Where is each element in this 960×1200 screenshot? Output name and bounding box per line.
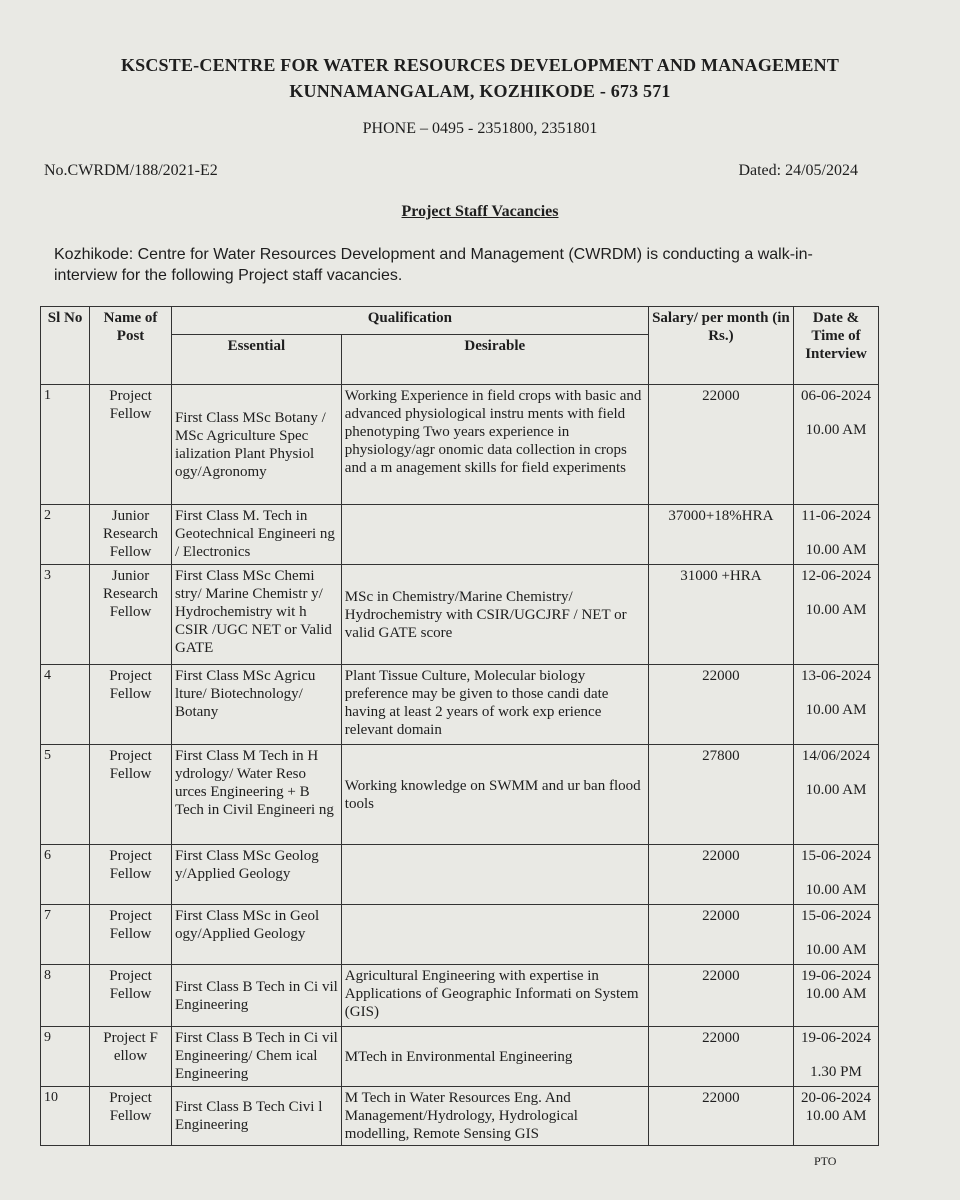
post-cell: Junior Research Fellow xyxy=(90,505,172,565)
date-cell xyxy=(794,1087,879,1146)
salary-cell: 22000 xyxy=(648,385,793,505)
interview-date: 20-06-2024 xyxy=(801,1090,872,1106)
essential-cell: First Class MSc Botany / MSc Agriculture Spec ialization Plant Physiol ogy/Agronomy xyxy=(171,385,341,505)
date-cell xyxy=(794,665,879,745)
sl-cell: 4 xyxy=(41,665,90,745)
table-row xyxy=(41,565,879,665)
sl-cell: 1 xyxy=(41,385,90,505)
post-cell: Project Fellow xyxy=(90,665,172,745)
post-cell: Project Fellow xyxy=(90,385,172,505)
sl-cell: 7 xyxy=(41,905,90,965)
desirable-cell: M Tech in Water Resources Eng. And Management/Hydrology, Hydrological modelling, Remote Sensing GIS xyxy=(341,1087,648,1146)
essential-cell: First Class MSc in Geol ogy/Applied Geology xyxy=(171,905,341,965)
post-cell: Junior Research Fellow xyxy=(90,565,172,665)
table-row xyxy=(41,965,879,1027)
page-title: Project Staff Vacancies xyxy=(401,203,559,220)
desirable-cell: MTech in Environmental Engineering xyxy=(341,1027,648,1087)
sl-cell: 10 xyxy=(41,1087,90,1146)
post-cell: Project Fellow xyxy=(90,745,172,845)
date-cell xyxy=(794,905,879,965)
pto-label: PTO xyxy=(814,1154,837,1168)
interview-time: 10.00 AM xyxy=(805,1108,867,1124)
essential-cell: First Class M. Tech in Geotechnical Engineeri ng / Electronics xyxy=(171,505,341,565)
interview-date: 06-06-2024 xyxy=(801,388,872,404)
essential-cell: First Class B Tech in Ci vil Engineering xyxy=(171,965,341,1027)
reference-number: No.CWRDM/188/2021-E2 xyxy=(44,162,218,179)
post-cell: Project Fellow xyxy=(90,845,172,905)
post-cell: Project Fellow xyxy=(90,965,172,1027)
interview-time: 10.00 AM xyxy=(805,542,867,558)
interview-date: 11-06-2024 xyxy=(801,508,871,524)
header-salary: Salary/ per month (in Rs.) xyxy=(648,307,793,385)
table-row xyxy=(41,745,879,845)
interview-time: 10.00 AM xyxy=(805,942,867,958)
post-cell: Project F ellow xyxy=(90,1027,172,1087)
essential-cell: First Class B Tech Civi l Engineering xyxy=(171,1087,341,1146)
salary-cell: 22000 xyxy=(648,905,793,965)
date-cell xyxy=(794,845,879,905)
interview-time: 10.00 AM xyxy=(805,602,867,618)
table-row xyxy=(41,1087,879,1146)
desirable-cell: Agricultural Engineering with expertise in Applications of Geographic Informati on System (GIS) xyxy=(341,965,648,1027)
interview-date: 19-06-2024 xyxy=(801,1030,872,1046)
table-row xyxy=(41,505,879,565)
interview-date: 19-06-2024 xyxy=(801,968,872,984)
table-row xyxy=(41,665,879,745)
org-name: KSCSTE-CENTRE FOR WATER RESOURCES DEVELOPMENT AND MANAGEMENT xyxy=(120,55,840,75)
desirable-cell xyxy=(341,505,648,565)
header-date-time: Date & Time of Interview xyxy=(794,307,879,385)
table-row xyxy=(41,385,879,505)
notice-date: Dated: 24/05/2024 xyxy=(738,162,858,179)
interview-time: 10.00 AM xyxy=(805,702,867,718)
table-row xyxy=(41,1027,879,1087)
desirable-cell xyxy=(341,905,648,965)
sl-cell: 3 xyxy=(41,565,90,665)
desirable-cell xyxy=(341,845,648,905)
table-row xyxy=(41,845,879,905)
date-cell xyxy=(794,565,879,665)
date-cell xyxy=(794,965,879,1027)
salary-cell: 22000 xyxy=(648,1087,793,1146)
salary-cell: 22000 xyxy=(648,845,793,905)
interview-date: 14/06/2024 xyxy=(801,748,871,764)
interview-time: 10.00 AM xyxy=(805,882,867,898)
desirable-cell: Plant Tissue Culture, Molecular biology preference may be given to those candi date having at least 2 years of work exp erience relevant domain xyxy=(341,665,648,745)
post-cell: Project Fellow xyxy=(90,905,172,965)
salary-cell: 31000 +HRA xyxy=(648,565,793,665)
interview-time: 1.30 PM xyxy=(810,1064,862,1080)
essential-cell: First Class MSc Chemi stry/ Marine Chemistr y/ Hydrochemistry wit h CSIR /UGC NET or Valid GATE xyxy=(171,565,341,665)
sl-cell: 8 xyxy=(41,965,90,1027)
date-cell xyxy=(794,505,879,565)
desirable-cell: Working Experience in field crops with basic and advanced physiological instru ments with field phenotyping Two years experience in physiology/agr onomic data collection in crops and a m anagement skills for field experiments xyxy=(341,385,648,505)
header-qualification: Qualification xyxy=(171,307,648,335)
interview-time: 10.00 AM xyxy=(805,422,867,438)
date-cell xyxy=(794,1027,879,1087)
intro-paragraph: Kozhikode: Centre for Water Resources Development and Management (CWRDM) is conducting a walk-in- interview for the following Project staff vacancies. xyxy=(54,246,813,284)
interview-time: 10.00 AM xyxy=(805,782,867,798)
vacancies-table xyxy=(40,306,879,1146)
sl-cell: 6 xyxy=(41,845,90,905)
desirable-cell: Working knowledge on SWMM and ur ban flood tools xyxy=(341,745,648,845)
essential-cell: First Class M Tech in H ydrology/ Water Reso urces Engineering + B Tech in Civil Engineeri ng xyxy=(171,745,341,845)
interview-date: 15-06-2024 xyxy=(801,908,872,924)
header-sl-no: Sl No xyxy=(41,307,90,385)
salary-cell: 22000 xyxy=(648,665,793,745)
date-cell xyxy=(794,385,879,505)
interview-date: 15-06-2024 xyxy=(801,848,872,864)
desirable-cell: MSc in Chemistry/Marine Chemistry/ Hydrochemistry with CSIR/UGCJRF / NET or valid GATE score xyxy=(341,565,648,665)
date-cell xyxy=(794,745,879,845)
header-desirable: Desirable xyxy=(341,335,648,385)
interview-date: 12-06-2024 xyxy=(801,568,872,584)
phone-numbers: PHONE – 0495 - 2351800, 2351801 xyxy=(362,120,598,137)
interview-time: 10.00 AM xyxy=(805,986,867,1002)
salary-cell: 22000 xyxy=(648,1027,793,1087)
salary-cell: 22000 xyxy=(648,965,793,1027)
essential-cell: First Class B Tech in Ci vil Engineering/ Chem ical Engineering xyxy=(171,1027,341,1087)
essential-cell: First Class MSc Agricu lture/ Biotechnology/ Botany xyxy=(171,665,341,745)
post-cell: Project Fellow xyxy=(90,1087,172,1146)
table-row xyxy=(41,905,879,965)
essential-cell: First Class MSc Geolog y/Applied Geology xyxy=(171,845,341,905)
interview-date: 13-06-2024 xyxy=(801,668,872,684)
org-address: KUNNAMANGALAM, KOZHIKODE - 673 571 xyxy=(289,81,671,101)
header-essential: Essential xyxy=(171,335,341,385)
sl-cell: 5 xyxy=(41,745,90,845)
sl-cell: 2 xyxy=(41,505,90,565)
sl-cell: 9 xyxy=(41,1027,90,1087)
salary-cell: 37000+18%HRA xyxy=(648,505,793,565)
header-post: Name of Post xyxy=(90,307,172,385)
salary-cell: 27800 xyxy=(648,745,793,845)
